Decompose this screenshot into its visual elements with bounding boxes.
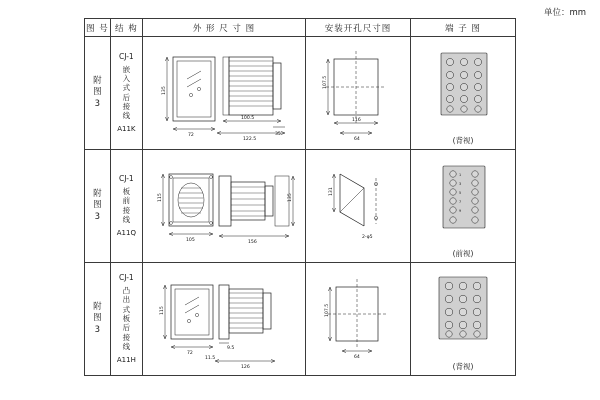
header-terminal-diagram: 端 子 图 bbox=[410, 19, 515, 37]
row3-no-line2: 图 bbox=[93, 313, 102, 324]
row1-terminal-drawing bbox=[411, 37, 515, 149]
svg-text:135: 135 bbox=[287, 193, 293, 202]
svg-text:1: 1 bbox=[458, 173, 462, 177]
specification-table bbox=[84, 18, 516, 376]
header-drawing-no: 图 号 bbox=[85, 19, 111, 37]
row3-mount-cell bbox=[305, 263, 410, 376]
table-row bbox=[85, 263, 516, 376]
row3-outline-drawing bbox=[143, 263, 305, 375]
row3-terminal-cell bbox=[410, 263, 515, 376]
row3-struct-code: A11H bbox=[116, 355, 136, 364]
svg-text:5: 5 bbox=[458, 191, 462, 195]
svg-text:131: 131 bbox=[328, 187, 334, 196]
svg-text:122.5: 122.5 bbox=[242, 137, 257, 142]
row1-terminal-cell bbox=[410, 37, 515, 150]
svg-text:100.5: 100.5 bbox=[240, 116, 255, 121]
row2-struct-code: A11Q bbox=[116, 228, 136, 237]
row3-struct-text: 凸 出 式 板 后 接 线 bbox=[122, 285, 131, 352]
row3-no-line3: 3 bbox=[94, 324, 101, 335]
table-header bbox=[85, 19, 516, 37]
row1-no-line1: 附 bbox=[93, 75, 102, 86]
svg-text:9.5: 9.5 bbox=[226, 346, 235, 351]
row3-terminal-drawing bbox=[411, 263, 515, 375]
svg-text:115: 115 bbox=[157, 193, 163, 202]
row2-no-line2: 图 bbox=[93, 200, 102, 211]
svg-text:107.5: 107.5 bbox=[324, 303, 330, 317]
row1-mount-drawing bbox=[306, 37, 410, 149]
svg-text:3: 3 bbox=[458, 182, 462, 186]
row3-drawing-no bbox=[85, 263, 111, 376]
row2-no-line1: 附 bbox=[93, 188, 102, 199]
row1-terminal-caption: (背视) bbox=[452, 136, 474, 145]
row1-struct-text: 嵌 入 式 后 接 线 bbox=[122, 64, 131, 121]
row2-outline-cell bbox=[142, 150, 305, 263]
row1-structure bbox=[110, 37, 142, 150]
svg-text:64: 64 bbox=[353, 137, 360, 142]
svg-text:107.5: 107.5 bbox=[322, 75, 328, 89]
row1-struct-code: A11K bbox=[117, 125, 136, 134]
svg-text:35: 35 bbox=[274, 132, 281, 137]
svg-text:72: 72 bbox=[186, 351, 193, 356]
svg-text:72: 72 bbox=[187, 133, 194, 138]
table-row bbox=[85, 37, 516, 150]
row3-terminal-caption: (背视) bbox=[452, 362, 474, 371]
row2-outline-drawing bbox=[143, 150, 305, 262]
svg-text:156: 156 bbox=[247, 240, 257, 245]
svg-text:2-φ5: 2-φ5 bbox=[361, 235, 373, 240]
row2-terminal-drawing bbox=[411, 150, 515, 262]
row3-structure bbox=[110, 263, 142, 376]
svg-text:135: 135 bbox=[161, 86, 167, 95]
row1-drawing-no bbox=[85, 37, 111, 150]
row2-mount-cell bbox=[305, 150, 410, 263]
row1-mount-cell bbox=[305, 37, 410, 150]
svg-text:116: 116 bbox=[351, 118, 361, 123]
row2-no-line3: 3 bbox=[94, 211, 101, 222]
table-row bbox=[85, 150, 516, 263]
svg-text:105: 105 bbox=[185, 238, 195, 243]
svg-text:126: 126 bbox=[240, 365, 250, 370]
row2-mount-drawing bbox=[306, 150, 410, 262]
row1-outline-cell bbox=[142, 37, 305, 150]
row2-structure bbox=[110, 150, 142, 263]
row1-model: CJ-1 bbox=[119, 51, 134, 61]
header-outline-dimensions: 外 形 尺 寸 图 bbox=[142, 19, 305, 37]
table-body bbox=[85, 37, 516, 376]
row2-model: CJ-1 bbox=[119, 174, 134, 184]
header-mounting-hole: 安装开孔尺寸图 bbox=[305, 19, 410, 37]
row1-outline-drawing bbox=[143, 37, 305, 149]
header-structure: 结 构 bbox=[110, 19, 142, 37]
svg-text:9: 9 bbox=[458, 209, 462, 213]
row2-terminal-caption: (前视) bbox=[452, 249, 474, 258]
table-header-row bbox=[85, 19, 516, 37]
row2-terminal-cell bbox=[410, 150, 515, 263]
row3-outline-cell bbox=[142, 263, 305, 376]
row2-struct-text: 板 前 接 线 bbox=[122, 186, 131, 225]
svg-text:64: 64 bbox=[353, 355, 360, 360]
row2-drawing-no bbox=[85, 150, 111, 263]
unit-note: 单位：mm bbox=[543, 8, 586, 18]
svg-text:115: 115 bbox=[159, 306, 165, 315]
row1-no-line2: 图 bbox=[93, 87, 102, 98]
svg-text:7: 7 bbox=[458, 200, 462, 204]
row3-model: CJ-1 bbox=[119, 273, 134, 283]
svg-text:11.5: 11.5 bbox=[204, 356, 216, 361]
row3-mount-drawing bbox=[306, 263, 410, 375]
row1-no-line3: 3 bbox=[94, 98, 101, 109]
row3-no-line1: 附 bbox=[93, 301, 102, 312]
